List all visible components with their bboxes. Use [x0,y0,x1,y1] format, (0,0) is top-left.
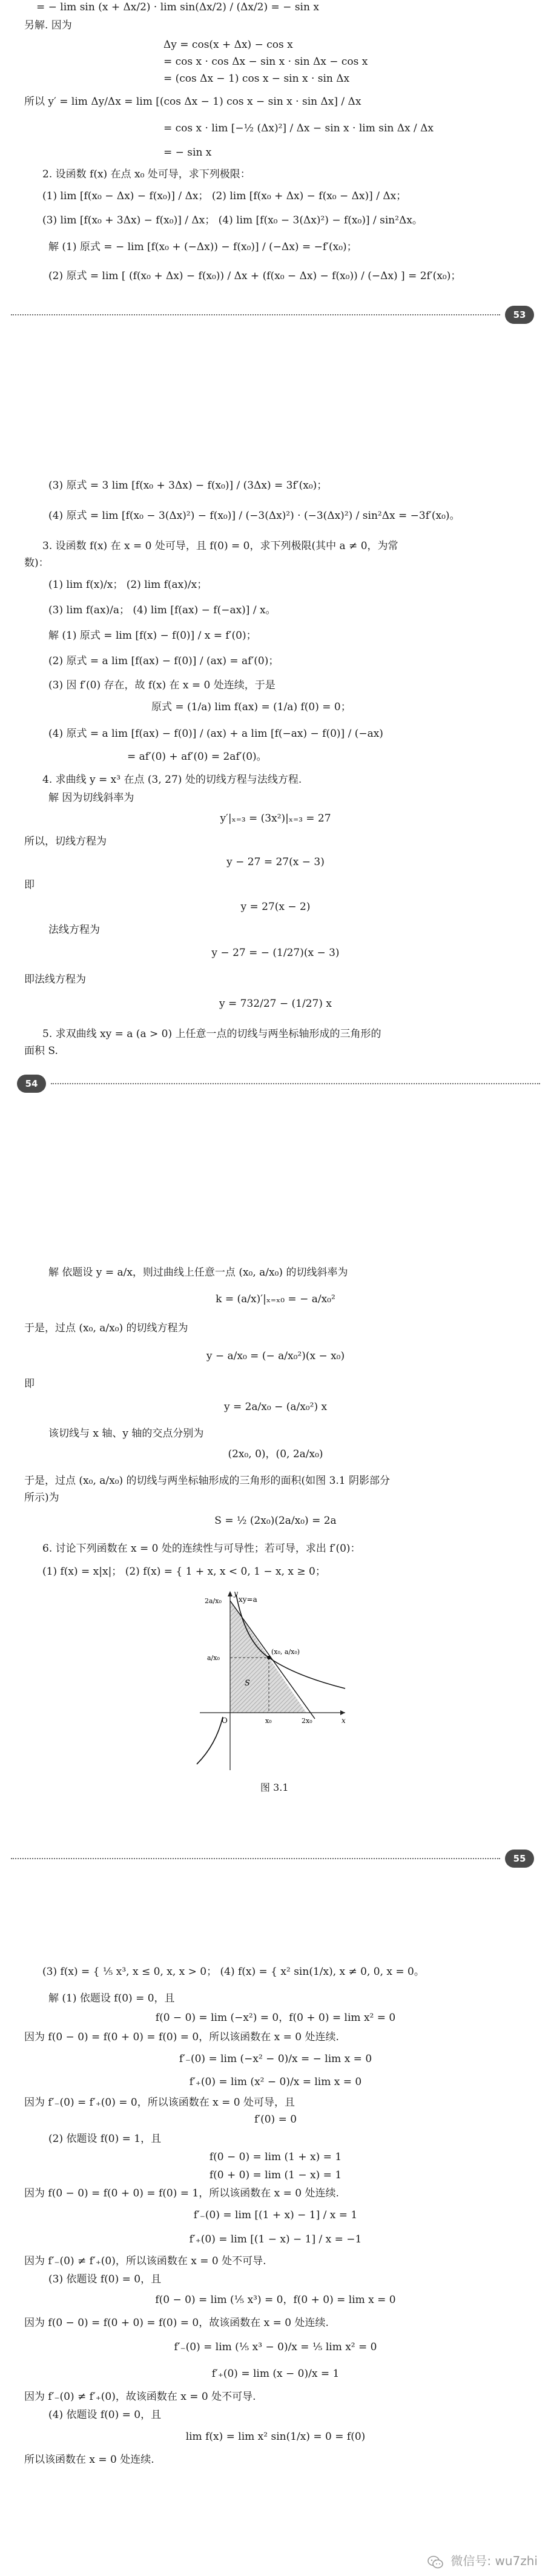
text-line: 另解. 因为 [24,19,72,31]
formula-line: f′₋(0) = lim (⅕ x³ − 0)/x = ⅕ lim x² = 0 [174,2341,377,2353]
page-number-badge: 55 [505,1850,534,1868]
page-footer [0,303,551,327]
hyperbola-branch-left [197,1717,223,1764]
text-line: 于是，过点 (x₀, a/x₀) 的切线与两坐标轴形成的三角形的面积(如图 3.1 阴影部分 [24,1475,391,1487]
sub-problem: (3) lim f(ax)/a； (4) lim [f(ax) − f(−ax)] / x。 [48,604,276,616]
tangent-point [267,1656,271,1659]
formula-line: k = (a/x)′|ₓ₌ₓ₀ = − a/x₀² [216,1293,335,1305]
textbook-page-56 [0,1965,551,2576]
footer-divider [11,1858,500,1859]
origin-label: O [222,1716,228,1725]
formula-line: = cos x · cos Δx − sin x · sin Δx − cos x [163,56,368,68]
formula-line: 所以 y′ = lim Δy/Δx = lim [(cos Δx − 1) cos x − sin x · sin Δx] / Δx [24,96,361,108]
formula-line: = − sin x [163,147,212,159]
text-line: 所示)为 [24,1492,59,1504]
x-tick-x0: x₀ [265,1717,272,1725]
solution-line: (3) 原式 = 3 lim [f(x₀ + 3Δx) − f(x₀)] / (3Δx) = 3f′(x₀)； [48,479,328,492]
sub-problem: (3) f(x) = { ⅕ x³, x ≤ 0, x, x > 0； (4) f(x) = { x² sin(1/x), x ≠ 0, 0, x = 0。 [42,1966,424,1978]
solution-line: (2) 原式 = lim [ (f(x₀ + Δx) − f(x₀)) / Δx + (f(x₀ − Δx) − f(x₀)) / (−Δx) ] = 2f′(x₀)； [48,270,461,282]
solution-line: (4) 原式 = lim [f(x₀ − 3(Δx)²) − f(x₀)] / (−3(Δx)²) · (−3(Δx)²) / sin²Δx = −3f′(x₀)。 [48,510,460,522]
x-axis-arrow-icon [340,1710,345,1715]
solution-line: (3) 依题设 f(0) = 0，且 [48,2273,162,2285]
solution-line: (3) 因 f′(0) 存在，故 f(x) 在 x = 0 处连续，于是 [48,679,276,691]
problem-statement: 面积 S. [24,1045,58,1057]
figure-caption: 图 3.1 [260,1782,289,1793]
formula-line: y = 732/27 − (1/27) x [219,998,332,1010]
sub-problem: (1) f(x) = x|x|； (2) f(x) = { 1 + x, x < 0, 1 − x, x ≥ 0； [42,1566,326,1578]
formula-line: 原式 = (1/a) lim f(ax) = (1/a) f(0) = 0； [151,701,351,713]
problem-statement: 5. 求双曲线 xy = a (a > 0) 上任意一点的切线与两坐标轴形成的三角形的 [42,1028,381,1040]
text-line: 因为 f(0 − 0) = f(0 + 0) = f(0) = 1，所以该函数在 x = 0 处连续. [24,2187,339,2199]
footer-divider [51,1083,540,1084]
solution-line: 解 因为切线斜率为 [48,792,134,804]
formula-line: y = 27(x − 2) [240,901,311,913]
formula-line: f′₊(0) = lim [(1 − x) − 1] / x = −1 [189,2233,362,2245]
formula-line: S = ½ (2x₀)(2a/x₀) = 2a [214,1515,337,1527]
formula-line: (2x₀, 0)，(0, 2a/x₀) [228,1448,323,1460]
page-footer [0,1072,551,1096]
formula-line: f′(0) = 0 [254,2113,297,2126]
hyperbola-diagram [194,1589,351,1776]
point-label: (x₀, a/x₀) [271,1648,300,1656]
formula-line: = (cos Δx − 1) cos x − sin x · sin Δx [163,73,350,85]
wechat-watermark [427,2551,538,2569]
x-axis-label: x [341,1716,346,1725]
text-line: 即 [24,1378,35,1390]
text-line: 因为 f(0 − 0) = f(0 + 0) = f(0) = 0，故该函数在 x = 0 处连续. [24,2317,329,2329]
textbook-page-55 [0,1265,551,1883]
solution-line: 解 (1) 原式 = lim [f(x) − f(0)] / x = f′(0)； [48,630,257,642]
solution-line: (4) 依题设 f(0) = 0，且 [48,2409,162,2421]
problem-statement: 2. 设函数 f(x) 在点 x₀ 处可导，求下列极限： [42,168,251,180]
text-line: 法线方程为 [48,924,100,936]
x-tick-2x0: 2x₀ [302,1717,312,1725]
text-line: = − lim sin (x + Δx/2) · lim sin(Δx/2) / (Δx/2) = − sin x [36,1,319,13]
formula-line: f(0 − 0) = lim (1 + x) = 1 [209,2151,342,2163]
text-line: 即 [24,879,35,891]
formula-line: y − 27 = − (1/27)(x − 3) [211,947,340,959]
solution-line: 解 依题设 y = a/x，则过曲线上任意一点 (x₀, a/x₀) 的切线斜率为 [48,1267,348,1279]
formula-line: Δy = cos(x + Δx) − cos x [163,39,293,51]
watermark-text: 微信号: wu7zhi [450,2554,538,2568]
sub-problem: (1) lim [f(x₀ − Δx) − f(x₀)] / Δx； (2) lim [f(x₀ + Δx) − f(x₀ − Δx)] / Δx； [42,190,407,202]
text-line: 因为 f(0 − 0) = f(0 + 0) = f(0) = 0，所以该函数在 x = 0 处连续. [24,2031,339,2043]
y-axis-arrow-icon [228,1591,233,1596]
problem-statement: 6. 讨论下列函数在 x = 0 处的连续性与可导性；若可导，求出 f′(0)： [42,1543,361,1555]
text-line: 因为 f′₋(0) ≠ f′₊(0)，故该函数在 x = 0 处不可导. [24,2391,256,2403]
textbook-page-54 [0,478,551,1174]
sub-problem: (3) lim [f(x₀ + 3Δx) − f(x₀)] / Δx； (4) lim [f(x₀ − 3(Δx)²) − f(x₀)] / sin²Δx。 [42,214,423,226]
wechat-icon [427,2555,443,2569]
formula-line: f(0 − 0) = lim (−x²) = 0，f(0 + 0) = lim x² = 0 [155,2012,396,2024]
problem-statement: 数)： [24,557,49,569]
solution-line: (2) 依题设 f(0) = 1，且 [48,2133,162,2145]
text-line: 所以，切线方程为 [24,835,107,848]
formula-line: f′₊(0) = lim (x² − 0)/x = lim x = 0 [189,2076,362,2088]
formula-line: f′₊(0) = lim (x − 0)/x = 1 [211,2368,340,2380]
text-line: 所以该函数在 x = 0 处连续. [24,2454,154,2466]
formula-line: f(0 − 0) = lim (⅕ x³) = 0，f(0 + 0) = lim x = 0 [155,2294,396,2306]
solution-line: (2) 原式 = a lim [f(ax) − f(0)] / (ax) = af′(0)； [48,655,279,667]
solution-line: 解 (1) 依题设 f(0) = 0，且 [48,1992,175,2004]
text-line: 因为 f′₋(0) ≠ f′₊(0)，所以该函数在 x = 0 处不可导. [24,2255,266,2267]
formula-line: lim f(x) = lim x² sin(1/x) = 0 = f(0) [185,2431,366,2443]
formula-line: = cos x · lim [−½ (Δx)²] / Δx − sin x · lim sin Δx / Δx [163,122,434,134]
problem-statement: 3. 设函数 f(x) 在 x = 0 处可导，且 f(0) = 0，求下列极限(其中 a ≠ 0，为常 [42,540,398,552]
formula-line: f′₋(0) = lim [(1 + x) − 1] / x = 1 [193,2209,358,2221]
formula-line: f′₋(0) = lim (−x² − 0)/x = − lim x = 0 [179,2053,372,2065]
page-footer [0,1846,551,1871]
text-line: 该切线与 x 轴、y 轴的交点分别为 [48,1428,204,1440]
area-label: S [245,1679,250,1688]
textbook-page-53 [0,0,551,339]
y-axis-label: y [234,1589,238,1598]
text-line: 因为 f′₋(0) = f′₊(0) = 0，所以该函数在 x = 0 处可导，且 [24,2097,295,2109]
curve-label: xy=a [239,1595,257,1604]
formula-line: f(0 + 0) = lim (1 − x) = 1 [209,2169,342,2181]
formula-line: y′|ₓ₌₃ = (3x²)|ₓ₌₃ = 27 [220,812,331,825]
text-line: 于是，过点 (x₀, a/x₀) 的切线方程为 [24,1322,188,1334]
formula-line: y − a/x₀ = (− a/x₀²)(x − x₀) [206,1350,345,1362]
formula-line: y − 27 = 27(x − 3) [226,856,325,868]
solution-line: 解 (1) 原式 = − lim [f(x₀ + (−Δx)) − f(x₀)] / (−Δx) = −f′(x₀)； [48,241,357,253]
y-tick-2a-over-x0: 2a/x₀ [205,1597,222,1605]
solution-line: (4) 原式 = a lim [f(ax) − f(0)] / (ax) + a lim [f(−ax) − f(0)] / (−ax) [48,728,383,740]
y-tick-a-over-x0: a/x₀ [207,1654,220,1662]
formula-line: = af′(0) + af′(0) = 2af′(0)。 [127,751,267,763]
page-number-badge: 54 [17,1075,46,1093]
sub-problem: (1) lim f(x)/x； (2) lim f(ax)/x； [48,579,208,591]
page-number-badge: 53 [505,306,534,324]
figure-3-1 [194,1589,351,1794]
text-line: 即法线方程为 [24,973,86,986]
footer-divider [11,314,500,315]
formula-line: y = 2a/x₀ − (a/x₀²) x [223,1401,328,1413]
problem-statement: 4. 求曲线 y = x³ 在点 (3, 27) 处的切线方程与法线方程. [42,774,302,786]
